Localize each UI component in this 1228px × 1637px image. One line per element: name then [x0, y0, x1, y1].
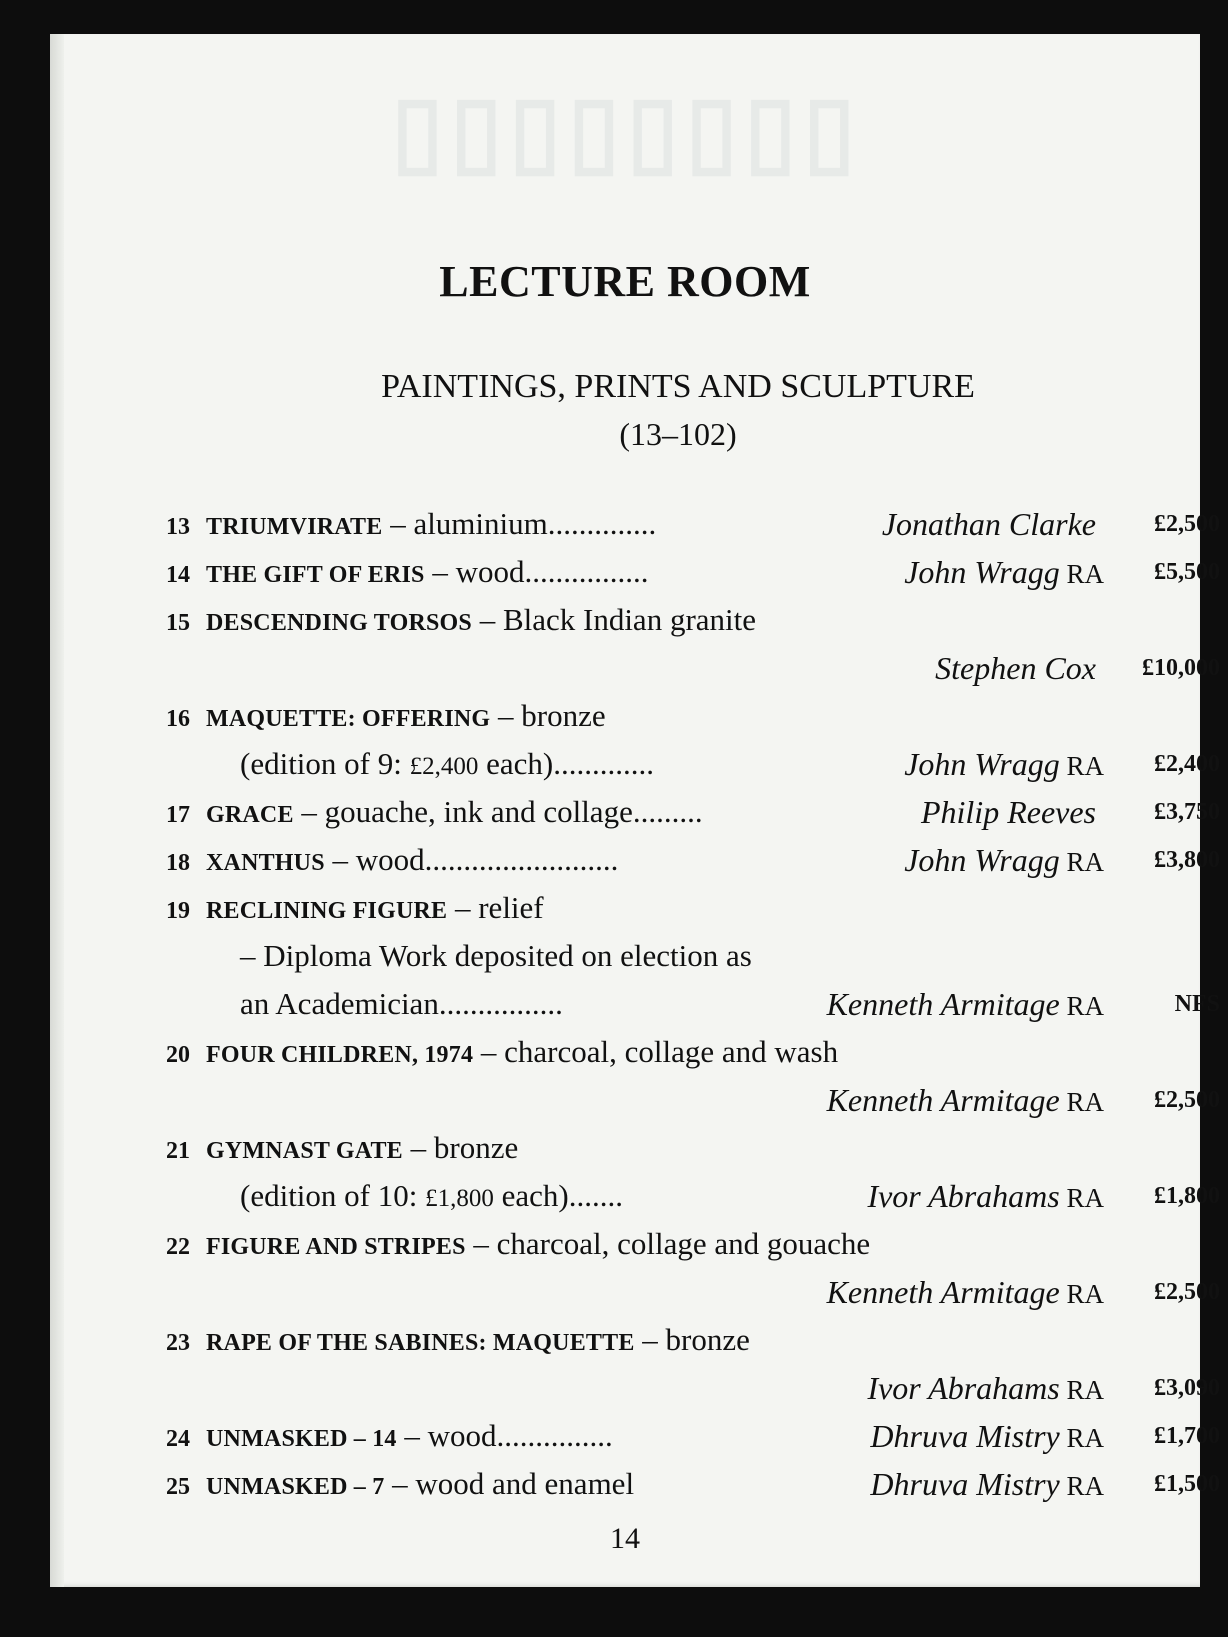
- catalogue-entry-19-note: [166, 932, 1226, 980]
- catalogue-entries: [166, 500, 1226, 1508]
- entry-title: FOUR CHILDREN, 1974: [206, 1042, 474, 1068]
- entry-price: £3,750: [1154, 799, 1220, 825]
- entry-artist: Dhruva Mistry: [870, 1466, 1060, 1502]
- leader-dots: ...............: [496, 1418, 613, 1453]
- entry-medium: – charcoal, collage and gouache: [465, 1226, 871, 1261]
- entry-artist: John Wragg: [904, 554, 1060, 590]
- entry-number: 23: [166, 1330, 190, 1356]
- entry-note: – Diploma Work deposited on election as: [240, 938, 752, 973]
- entry-ra: RA: [1059, 1183, 1104, 1213]
- catalogue-entry-16-edition: [166, 740, 1226, 788]
- entry-title: MAQUETTE: OFFERING: [206, 706, 491, 732]
- catalogue-entry-14: [166, 548, 1226, 596]
- catalogue-entry-22-attribution: [166, 1268, 1226, 1316]
- entry-title: XANTHUS: [206, 850, 325, 876]
- entry-medium: – bronze: [402, 1130, 519, 1165]
- entry-artist: John Wragg: [904, 746, 1060, 782]
- entry-price: £10,000: [1142, 655, 1220, 681]
- entry-number: 21: [166, 1138, 190, 1164]
- entry-number: 13: [166, 514, 190, 540]
- leader-dots: .............: [553, 746, 654, 781]
- entry-ra: RA: [1059, 1423, 1104, 1453]
- entry-artist: John Wragg: [904, 842, 1060, 878]
- edition-suffix: each): [478, 746, 554, 781]
- entry-price: £1,500: [1154, 1471, 1220, 1497]
- entry-medium: – wood: [324, 842, 425, 877]
- entry-number: 16: [166, 706, 190, 732]
- entry-number: 25: [166, 1474, 190, 1500]
- catalogue-entry-19: [166, 884, 1226, 932]
- page-title: LECTURE ROOM: [439, 257, 811, 306]
- entry-ra: RA: [1059, 1375, 1104, 1405]
- entry-artist: Stephen Cox: [935, 650, 1096, 686]
- entry-price: £2,500: [1154, 1087, 1220, 1113]
- catalogue-entry-17: [166, 788, 1226, 836]
- entry-ra: RA: [1059, 1087, 1104, 1117]
- entry-title: RAPE OF THE SABINES: MAQUETTE: [206, 1330, 635, 1356]
- entry-artist: Ivor Abrahams: [867, 1370, 1060, 1406]
- entry-number: 20: [166, 1042, 190, 1068]
- entry-price: £2,400: [1154, 751, 1220, 777]
- show-through-text: ▯▯▯▯▯▯▯▯: [385, 77, 856, 184]
- catalogue-entry-16: [166, 692, 1226, 740]
- leader-dots: ..............: [547, 506, 657, 541]
- leader-dots: .......: [568, 1178, 623, 1213]
- entry-number: 15: [166, 610, 190, 636]
- entry-medium: – relief: [447, 890, 544, 925]
- leader-dots: ................: [438, 986, 563, 1021]
- entry-title: UNMASKED – 7: [206, 1474, 385, 1500]
- catalogue-page: [50, 34, 1220, 1587]
- entry-ra: RA: [1059, 847, 1104, 877]
- catalogue-entry-20-attribution: [166, 1076, 1226, 1124]
- catalogue-entry-19-note-cont: [166, 980, 1226, 1028]
- entry-title: TRIUMVIRATE: [206, 514, 383, 540]
- entry-title: GYMNAST GATE: [206, 1138, 403, 1164]
- entry-ra: RA: [1059, 1279, 1104, 1309]
- entry-price: £2,500: [1154, 511, 1220, 537]
- entry-number: 14: [166, 562, 190, 588]
- entry-price: £1,800: [1154, 1183, 1220, 1209]
- entry-number: 22: [166, 1234, 190, 1260]
- entry-medium: – aluminium: [382, 506, 548, 541]
- entry-medium: – charcoal, collage and wash: [473, 1034, 839, 1069]
- entry-price: £1,700: [1154, 1423, 1220, 1449]
- leader-dots: .........................: [424, 842, 619, 877]
- entry-price: £5,500: [1154, 559, 1220, 585]
- catalogue-entry-23-attribution: [166, 1364, 1226, 1412]
- catalogue-entry-21-edition: [166, 1172, 1226, 1220]
- entry-number: 19: [166, 898, 190, 924]
- entry-medium: – wood: [396, 1418, 497, 1453]
- entry-price: NFS: [1174, 991, 1220, 1017]
- entry-price: £3,800: [1154, 847, 1220, 873]
- entry-title: RECLINING FIGURE: [206, 898, 448, 924]
- page-number: 14: [610, 1522, 640, 1555]
- entry-artist: Dhruva Mistry: [870, 1418, 1060, 1454]
- leader-dots: ................: [524, 554, 649, 589]
- entry-artist: Kenneth Armitage: [826, 1274, 1060, 1310]
- leader-dots: .........: [632, 794, 703, 829]
- edition-text: (edition of 9:: [240, 746, 410, 781]
- entry-note-cont: an Academician: [240, 986, 439, 1021]
- catalogue-entry-25: [166, 1460, 1226, 1508]
- catalogue-entry-18: [166, 836, 1226, 884]
- catalogue-entry-15-attribution: [166, 644, 1226, 692]
- edition-suffix: each): [493, 1178, 569, 1213]
- entry-artist: Kenneth Armitage: [826, 986, 1060, 1022]
- catalogue-entry-20: [166, 1028, 1226, 1076]
- edition-price: £2,400: [409, 753, 479, 780]
- entry-medium: – wood and enamel: [384, 1466, 635, 1501]
- entry-price: £3,090: [1154, 1375, 1220, 1401]
- entry-number: 24: [166, 1426, 190, 1452]
- entry-artist: Ivor Abrahams: [867, 1178, 1060, 1214]
- catalogue-range: (13–102): [619, 416, 737, 452]
- entry-artist: Philip Reeves: [920, 794, 1096, 830]
- entry-medium: – wood: [424, 554, 525, 589]
- catalogue-entry-21: [166, 1124, 1226, 1172]
- catalogue-entry-22: [166, 1220, 1226, 1268]
- entry-ra: RA: [1059, 751, 1104, 781]
- section-subtitle: PAINTINGS, PRINTS AND SCULPTURE: [381, 368, 975, 405]
- entry-title: FIGURE AND STRIPES: [206, 1234, 466, 1260]
- entry-title: THE GIFT OF ERIS: [206, 562, 425, 588]
- entry-ra: RA: [1059, 1471, 1104, 1501]
- entry-title: GRACE: [206, 802, 294, 828]
- entry-medium: – bronze: [490, 698, 606, 733]
- entry-medium: – gouache, ink and collage: [293, 794, 633, 829]
- entry-artist: Kenneth Armitage: [826, 1082, 1060, 1118]
- entry-ra: RA: [1059, 991, 1104, 1021]
- catalogue-entry-23: [166, 1316, 1226, 1364]
- entry-number: 17: [166, 802, 190, 828]
- edition-price: £1,800: [425, 1185, 494, 1212]
- entry-artist: Jonathan Clarke: [881, 506, 1096, 542]
- catalogue-entry-13: [166, 500, 1226, 548]
- edition-text: (edition of 10:: [240, 1178, 426, 1213]
- entry-price: £2,500: [1154, 1279, 1220, 1305]
- entry-medium: – bronze: [634, 1322, 750, 1357]
- entry-title: UNMASKED – 14: [206, 1426, 397, 1452]
- entry-title: DESCENDING TORSOS: [206, 610, 472, 636]
- entry-ra: RA: [1059, 559, 1104, 589]
- entry-medium: – Black Indian granite: [471, 602, 757, 637]
- catalogue-entry-24: [166, 1412, 1226, 1460]
- entry-number: 18: [166, 850, 190, 876]
- catalogue-entry-15: [166, 596, 1226, 644]
